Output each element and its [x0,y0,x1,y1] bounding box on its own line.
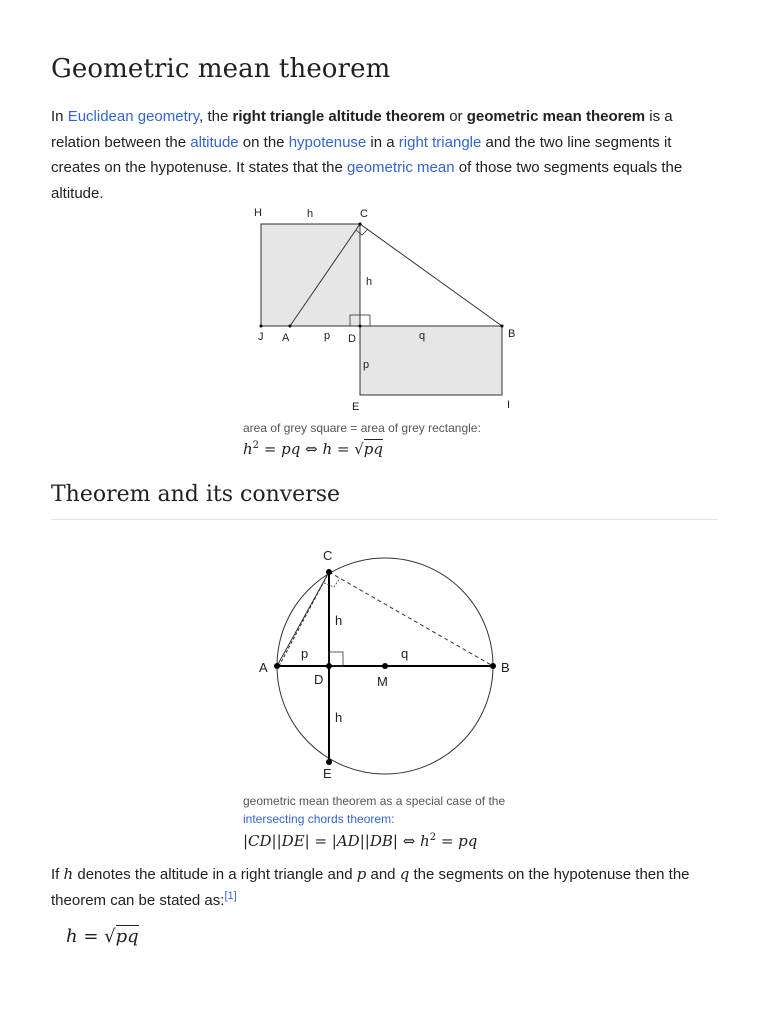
right-angle-c [324,578,340,587]
figure1-caption: area of grey square = area of grey rectangle: [243,421,481,435]
figure-intersecting-chords[interactable] [250,546,530,788]
formula-radicand: pq [363,440,384,458]
figure-square-rectangle[interactable] [232,200,532,415]
label-q: q [419,330,426,342]
label-D: D [314,672,324,687]
intro-paragraph [51,104,721,206]
figure2-caption [243,792,543,828]
var-h: h [63,865,74,883]
label-M: M [377,674,388,689]
label-A: A [282,332,290,344]
intro-text: on the [238,133,289,151]
theorem-paragraph [51,862,721,913]
grey-square [261,224,360,326]
intro-text: and the two line segments it creates on the hypotenuse. It states that the [51,133,672,176]
formula-radicand: pq [115,926,139,947]
bold-term: geometric mean theorem [466,108,646,125]
intro-text: , the [199,108,233,125]
para-text: denotes the altitude in a right triangle and [73,866,357,883]
label-h-mid: h [366,276,373,288]
label-B: B [508,328,516,340]
link-intersecting-chords[interactable]: intersecting chords theorem [243,812,392,826]
para-text: If [51,866,64,883]
formula-text: |CD||DE| = |AD||DB| ⇔ h [243,832,430,850]
label-h-upper: h [335,613,343,628]
link-altitude[interactable]: altitude [190,133,239,151]
label-E: E [323,766,332,781]
figure1-formula [243,440,383,458]
grey-rectangle [360,326,502,395]
final-formula [66,926,139,947]
label-I: I [507,399,511,411]
label-p-vert: p [363,359,370,371]
formula-var: h [243,440,253,458]
label-B: B [501,660,510,675]
intro-text: is a relation between the [51,108,673,151]
label-A: A [259,660,268,675]
sqrt-icon: √ [354,440,364,458]
leg-cb [360,224,502,326]
bold-term: right triangle altitude theorem [232,108,446,125]
segment-cb-dashed [329,572,493,666]
reference-link[interactable]: [1] [224,889,237,902]
figure2-formula [243,832,477,850]
intro-text: In [51,108,68,125]
label-h-top: h [307,208,314,220]
formula-exponent: 2 [429,832,437,843]
page-title: Geometric mean theorem [51,54,391,84]
label-h-lower: h [335,710,343,725]
formula-text: = pq [436,832,478,850]
label-D: D [348,333,356,345]
var-p: p [356,865,367,883]
link-euclidean-geometry[interactable]: Euclidean geometry [67,108,200,125]
link-geometric-mean[interactable]: geometric mean [347,159,455,176]
label-J: J [258,331,264,343]
label-C: C [323,548,333,563]
label-H: H [254,207,262,219]
formula-text: h = [66,926,105,947]
intro-text: in a [366,133,399,151]
sqrt-icon: √ [104,926,116,947]
link-hypotenuse[interactable]: hypotenuse [288,133,367,151]
label-E: E [352,401,360,413]
label-q: q [401,646,409,661]
caption-text: geometric mean theorem as a special case of the [243,794,506,808]
link-right-triangle[interactable]: right triangle [398,133,482,151]
intro-text: or [445,108,467,125]
para-text: the segments on the hypotenuse then the theorem can be stated as: [51,866,690,909]
formula-text: = pq ⇔ h = [259,440,355,458]
label-p: p [301,646,309,661]
para-text: and [366,866,400,883]
formula-exponent: 2 [252,440,260,451]
label-p-bottom: p [324,330,331,342]
section-heading: Theorem and its converse [51,482,718,520]
var-q: q [399,865,410,883]
caption-colon: : [391,812,395,826]
intro-text: of those two segments equals the altitude. [51,159,683,202]
label-C: C [360,208,368,220]
